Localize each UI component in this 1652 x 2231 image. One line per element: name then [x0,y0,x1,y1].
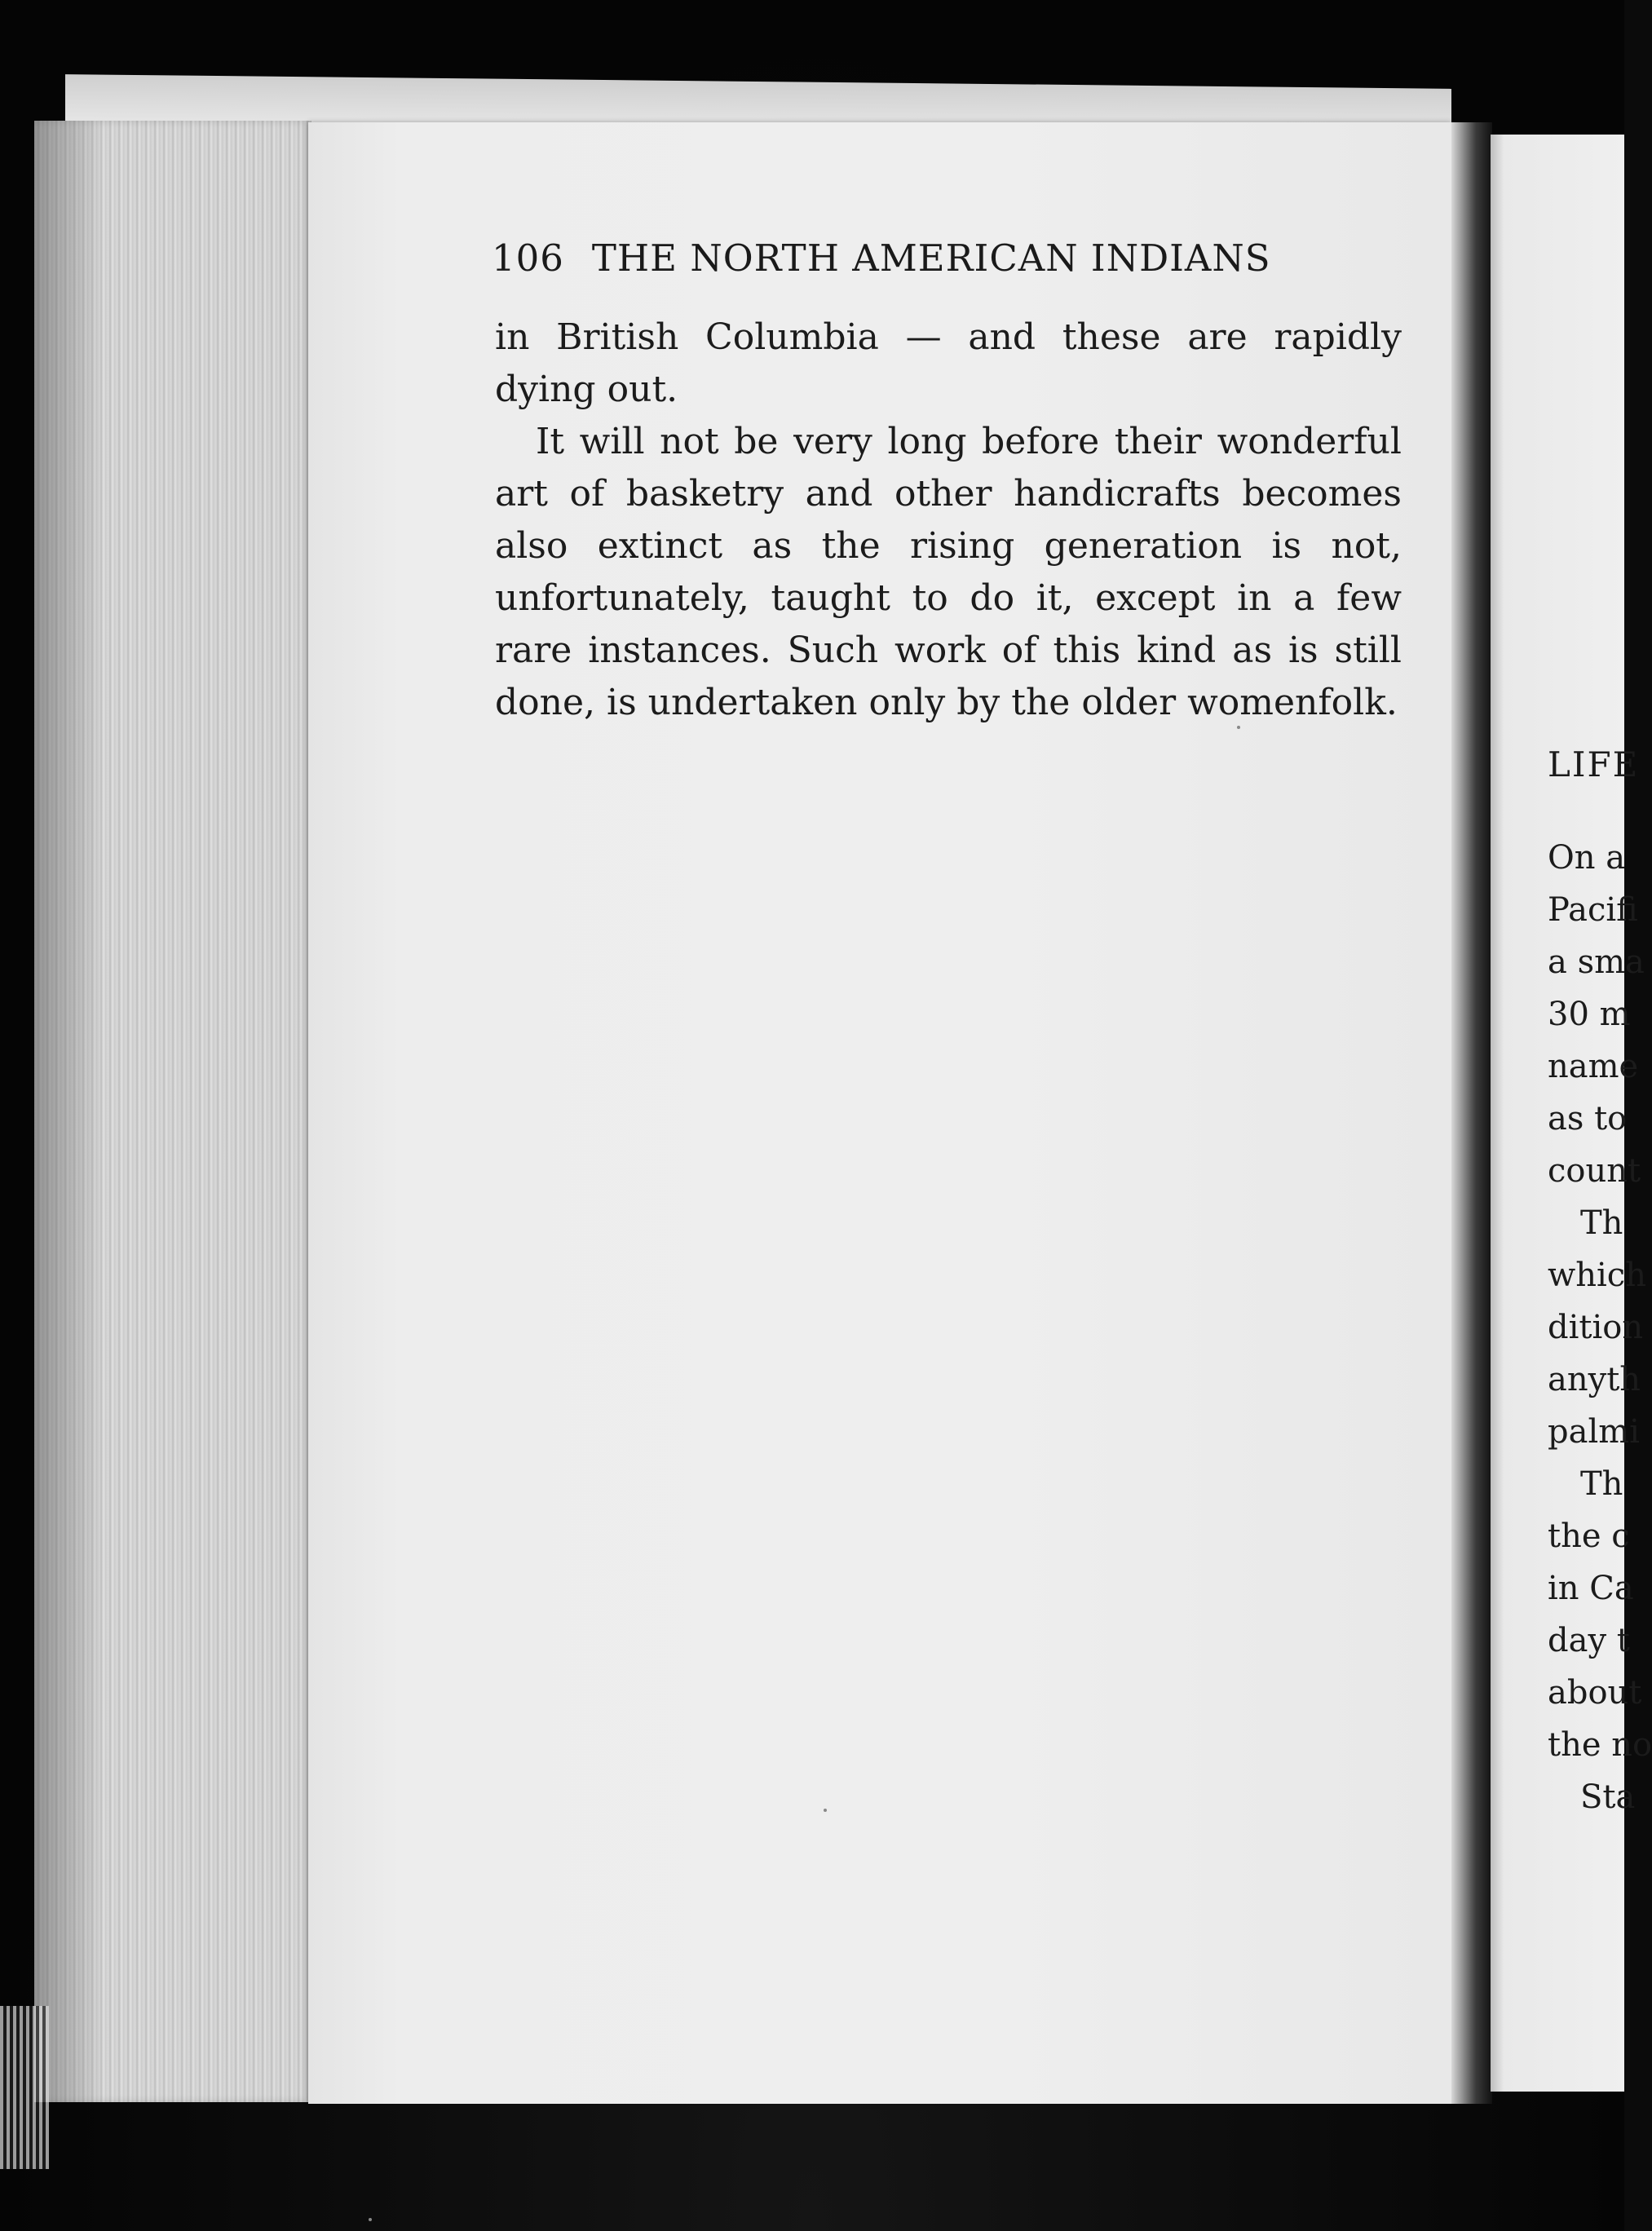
facing-page [1491,135,1652,2092]
text-line: taught to do it, except in a few rare instances. Such [495,577,1402,671]
facing-text-line: the no [1548,1726,1652,1764]
book-cover-edge [0,2006,49,2169]
facing-text-line: as to [1548,1100,1628,1138]
book-gutter [1451,122,1492,2104]
scan-speck [369,2218,372,2221]
paragraph-1 [495,311,1402,416]
text-line: in British Columbia — and these are rapidly dying [495,316,1402,410]
facing-text-line: dition [1548,1309,1644,1346]
facing-text-line: Sta [1580,1778,1636,1816]
facing-text-line: name [1548,1048,1639,1085]
facing-text-line: which [1548,1257,1646,1294]
facing-page-heading: LIFE [1548,744,1640,784]
facing-text-line: On a [1548,839,1626,877]
body-text [495,311,1402,729]
facing-text-line: the c [1548,1518,1630,1555]
text-line: extinct as the rising generation is not, unfortunately, [495,525,1402,619]
running-head-title: THE NORTH AMERICAN INDIANS [591,236,1271,280]
facing-page-text [1548,832,1652,1823]
facing-text-line: palmi [1548,1413,1640,1451]
running-head [492,236,1307,280]
facing-text-line: 30 m [1548,996,1631,1033]
text-line: work of this kind as is still done, is undertaken only [495,630,1402,723]
paragraph-2 [495,416,1402,729]
facing-text-line: Th [1580,1204,1623,1242]
facing-text-line: in Ca [1548,1570,1634,1607]
text-line: It will not be very long before their wonderful [536,421,1402,462]
text-line: art of basketry and other handicrafts becomes also [495,473,1402,567]
text-line: out. [607,369,678,410]
scan-speck [824,1809,827,1812]
facing-text-line: day t [1548,1622,1630,1659]
page-number: 106 [492,236,564,280]
scan-speck [1237,726,1240,729]
book-edge-shadow [34,121,99,2102]
facing-text-line: Th [1580,1465,1623,1503]
facing-text-line: a sma [1548,943,1645,981]
facing-text-line: about [1548,1674,1642,1712]
text-line: by the older womenfolk. [956,682,1398,723]
facing-text-line: anyth [1548,1361,1641,1398]
facing-text-line: Pacifi [1548,891,1638,929]
facing-text-line: count [1548,1152,1641,1190]
